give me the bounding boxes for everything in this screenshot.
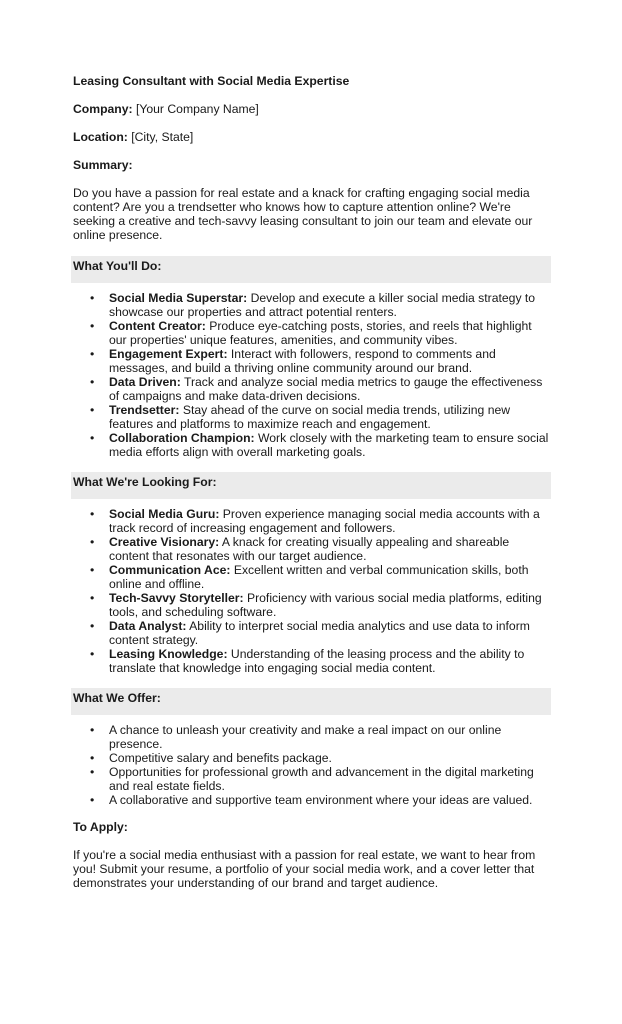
list-item	[109, 319, 551, 347]
list-item	[109, 535, 551, 563]
list-item-text: Interact with followers, respond to comments and messages, and build a thriving online community around our brand.	[109, 347, 496, 375]
list-item-label: Communication Ace:	[109, 563, 231, 577]
list-item-label: Data Driven:	[109, 375, 181, 389]
list-item-label: Content Creator:	[109, 319, 206, 333]
list-item-text: Track and analyze social media metrics to gauge the effectiveness of campaigns and make data-driven decisions.	[109, 375, 543, 403]
list-item-label: Creative Visionary:	[109, 535, 220, 549]
list-item-label: Collaboration Champion:	[109, 431, 255, 445]
list-item-text: Work closely with the marketing team to ensure social media efforts align with overall marketing goals.	[109, 431, 549, 459]
list-item	[109, 619, 551, 647]
looking-for-list	[73, 507, 551, 675]
list-item-text: Ability to interpret social media analytics and use data to inform content strategy.	[109, 619, 530, 647]
summary-text: Do you have a passion for real estate and a knack for crafting engaging social media content? Are you a trendsetter who knows how to capture attention online? We're seeking a creative and tech-savvy leasing consultant to join our team and elevate our online presence.	[73, 186, 533, 242]
list-item	[109, 347, 551, 375]
list-item-text: A knack for creating visually appealing and shareable content that resonates with our target audience.	[109, 535, 510, 563]
list-item-text: Excellent written and verbal communication skills, both online and offline.	[109, 563, 529, 591]
document-title: Leasing Consultant with Social Media Expertise	[73, 74, 350, 88]
list-item-text: Proficiency with various social media platforms, editing tools, and scheduling software.	[109, 591, 542, 619]
list-item	[109, 591, 551, 619]
we-offer-heading: What We Offer:	[71, 688, 551, 715]
what-youll-do-list	[73, 291, 551, 459]
list-item-label: Leasing Knowledge:	[109, 647, 228, 661]
list-item-text: Develop and execute a killer social media strategy to showcase our properties and attract potential renters.	[109, 291, 536, 319]
list-item-label: Trendsetter:	[109, 403, 180, 417]
company-label: Company:	[73, 102, 133, 116]
list-item: • A chance to unleash your creativity and make a real impact on our online presence.	[109, 723, 551, 751]
list-item	[109, 647, 551, 675]
what-youll-do-heading: What You'll Do:	[71, 256, 551, 283]
location-label: Location:	[73, 130, 128, 144]
list-item-label: Social Media Guru:	[109, 507, 220, 521]
company-value: [Your Company Name]	[135, 102, 259, 116]
location-field	[73, 130, 551, 144]
list-item	[109, 291, 551, 319]
to-apply-text: If you're a social media enthusiast with a passion for real estate, we want to hear from you! Submit your resume, a portfolio of your social media work, and a cover letter that demonstrates your understanding of our brand and target audience.	[73, 848, 536, 890]
list-item-label: Tech-Savvy Storyteller:	[109, 591, 244, 605]
location-value: [City, State]	[131, 130, 194, 144]
list-item	[109, 563, 551, 591]
company-field	[73, 102, 551, 116]
list-item	[109, 375, 551, 403]
looking-for-heading: What We're Looking For:	[71, 472, 551, 499]
list-item-text: Understanding of the leasing process and the ability to translate that knowledge into engaging social media content.	[109, 647, 525, 675]
job-posting-document	[73, 74, 551, 904]
list-item	[109, 403, 551, 431]
list-item-label: Engagement Expert:	[109, 347, 228, 361]
to-apply-heading: To Apply:	[73, 820, 128, 834]
list-item-text: Produce eye-catching posts, stories, and reels that highlight our properties' unique features, amenities, and community vibes.	[109, 319, 532, 347]
list-item-label: Social Media Superstar:	[109, 291, 248, 305]
list-item-text: Stay ahead of the curve on social media trends, utilizing new features and platforms to maximize reach and engagement.	[109, 403, 511, 431]
list-item: • A collaborative and supportive team environment where your ideas are valued.	[109, 793, 551, 807]
list-item-text: Proven experience managing social media accounts with a track record of increasing engagement and followers.	[109, 507, 540, 535]
summary-heading: Summary:	[73, 158, 133, 172]
list-item: • Opportunities for professional growth and advancement in the digital marketing and real estate fields.	[109, 765, 551, 793]
list-item-label: Data Analyst:	[109, 619, 187, 633]
list-item	[109, 431, 551, 459]
list-item	[109, 507, 551, 535]
we-offer-list	[73, 723, 551, 807]
list-item: • Competitive salary and benefits package.	[109, 751, 551, 765]
